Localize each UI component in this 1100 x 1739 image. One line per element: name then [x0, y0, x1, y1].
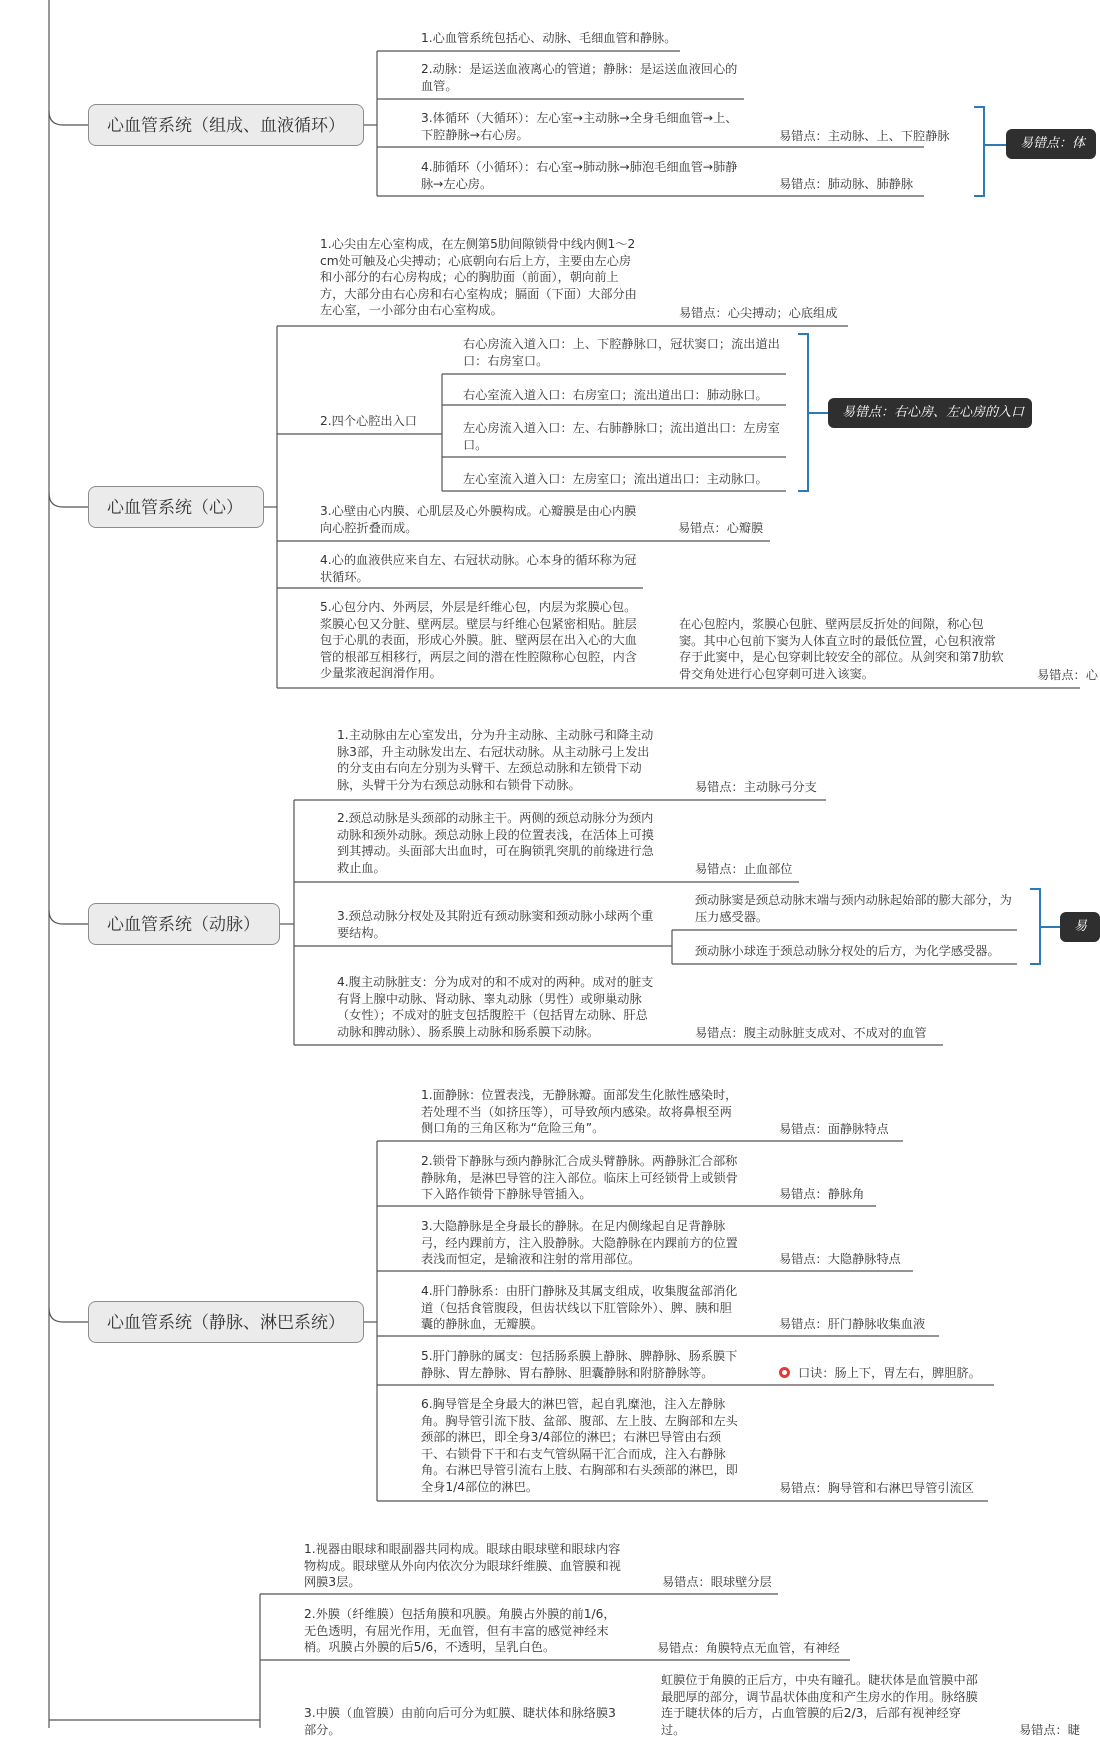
chamber-item-4: 左心室流入道入口：左房室口；流出道出口：主动脉口。 — [463, 472, 768, 486]
heart-item-pericardium: 5.心包分内、外两层，外层是纤维心包，内层为浆膜心包。浆膜心包又分脏、壁两层。壁层与纤维心包紧密相贴。脏层包于心肌的表面，形成心外膜。脏、壁两层在出入心的大血管的根部互相移行，两层之间的潜在性腔隙称心包腔，内含少量浆液起润滑作用。 — [320, 600, 637, 681]
node-artery[interactable]: 心血管系统（动脉） — [88, 903, 280, 945]
composition-item-2: 2.动脉：是运送血液离心的管道；静脉：是运送血液回心的血管。 — [421, 62, 738, 93]
eye-iris-note: 虹膜位于角膜的正后方，中央有瞳孔。睫状体是血管膜中部最肥厚的部分，调节晶状体曲度和产生房水的作用。脉络膜连于睫状体的后方，占血管膜的后2/3，后部有视神经穿过。 — [661, 1673, 978, 1737]
eye-item-3: 3.中膜（血管膜）由前向后可分为虹膜、睫状体和脉络膜3部分。 — [304, 1706, 616, 1737]
node-heart[interactable]: 心血管系统（心） — [88, 486, 264, 528]
vein-item-6: 6.胸导管是全身最大的淋巴管，起自乳糜池，注入左静脉角。胸导管引流下肢、盆部、腹部、左上肢、左胸部和左头颈部的淋巴，即全身3/4部位的淋巴；右淋巴导管由右颈干、右锁骨下干和右支气管纵隔干汇合而成，注入右静脉角。右淋巴导管引流右上肢、右胸部和右头颈部的淋巴，即全身1/4部位的淋巴。 — [421, 1397, 738, 1494]
composition-group-error: 易错点：体 — [1006, 129, 1096, 159]
vein-item-1: 1.面静脉：位置表浅，无静脉瓣。面部发生化脓性感染时，若处理不当（如挤压等），可导致颅内感染。故将鼻根至两侧口角的三角区称为“危险三角”。 — [421, 1088, 738, 1136]
heart-error-wall: 易错点：心瓣膜 — [678, 521, 764, 535]
artery-item-2: 2.颈总动脉是头颈部的动脉主干。两侧的颈总动脉分为颈内动脉和颈外动脉。颈总动脉上段的位置表浅，在活体上可摸到其搏动。头面部大出血时，可在胸锁乳突肌的前缘进行急救止血。 — [337, 811, 654, 875]
composition-item-3: 3.体循环（大循环）：左心室→主动脉→全身毛细血管→上、下腔静脉→右心房。 — [421, 111, 738, 142]
vein-error-4: 易错点：肝门静脉收集血液 — [779, 1317, 926, 1331]
composition-item-1: 1.心血管系统包括心、动脉、毛细血管和静脉。 — [421, 31, 677, 45]
node-vein[interactable]: 心血管系统（静脉、淋巴系统） — [88, 1301, 364, 1343]
eye-error-1: 易错点：眼球壁分层 — [662, 1575, 772, 1589]
vein-item-4: 4.肝门静脉系：由肝门静脉及其属支组成，收集腹盆部消化道（包括食管腹段，但齿状线以下肛管除外）、脾、胰和胆囊的静脉血，无瓣膜。 — [421, 1284, 738, 1332]
heart-item-supply: 4.心的血液供应来自左、右冠状动脉。心本身的循环称为冠状循环。 — [320, 553, 637, 584]
eye-error-2: 易错点：角膜特点无血管，有神经 — [657, 1641, 840, 1655]
node-composition[interactable]: 心血管系统（组成、血液循环） — [88, 104, 364, 146]
chamber-item-3: 左心房流入道入口：左、右肺静脉口；流出道出口：左房室口。 — [463, 421, 780, 452]
heart-error-sinus: 易错点：心 — [1037, 668, 1098, 682]
composition-error-pulmonary: 易错点：肺动脉、肺静脉 — [779, 177, 914, 191]
heart-item-apex: 1.心尖由左心室构成，在左侧第5肋间隙锁骨中线内侧1～2cm处可触及心尖搏动；心底朝向右后上方，主要由左心房和小部分的右心房构成；心的胸肋面（前面），朝向前上方，大部分由右心房和右心室构成；膈面（下面）大部分由左心室，一小部分由右心室构成。 — [320, 237, 637, 318]
spine-branch-3 — [49, 910, 88, 924]
eye-item-1: 1.视器由眼球和眼副器共同构成。眼球由眼球壁和眼球内容物构成。眼球壁从外向内依次分为眼球纤维膜、血管膜和视网膜3层。 — [304, 1542, 621, 1590]
artery-error-4: 易错点：腹主动脉脏支成对、不成对的血管 — [695, 1026, 927, 1040]
composition-item-4: 4.肺循环（小循环）：右心室→肺动脉→肺泡毛细血管→肺静脉→左心房。 — [421, 160, 738, 191]
eye-item-2: 2.外膜（纤维膜）包括角膜和巩膜。角膜占外膜的前1/6，无色透明，有屈光作用，无血管，但有丰富的感觉神经末梢。巩膜占外膜的后5/6，不透明，呈乳白色。 — [304, 1607, 616, 1655]
artery-error-2: 易错点：止血部位 — [695, 862, 793, 876]
s3-bracket — [1030, 889, 1060, 964]
eye-error-3: 易错点：睫 — [1019, 1723, 1080, 1737]
vein-error-2: 易错点：静脉角 — [779, 1187, 865, 1201]
vein-mnemonic-text: 口诀：肠上下，胃左右，脾胆脐。 — [798, 1366, 981, 1380]
artery-error-1: 易错点：主动脉弓分支 — [695, 780, 817, 794]
chamber-item-1: 右心房流入道入口：上、下腔静脉口，冠状窦口；流出道出口：右房室口。 — [463, 337, 780, 368]
vein-item-2: 2.锁骨下静脉与颈内静脉汇合成头臂静脉。两静脉汇合部称静脉角，是淋巴导管的注入部位。临床上可经锁骨上或锁骨下入路作锁骨下静脉导管插入。 — [421, 1154, 738, 1202]
chamber-item-2: 右心室流入道入口：右房室口；流出道出口：肺动脉口。 — [463, 388, 768, 402]
vein-error-1: 易错点：面静脉特点 — [779, 1122, 889, 1136]
spine-branch-2 — [49, 493, 88, 507]
pin-icon — [779, 1367, 790, 1378]
spine-branch-4 — [49, 1308, 88, 1322]
artery-item-4: 4.腹主动脉脏支：分为成对的和不成对的两种。成对的脏支有肾上腺中动脉、肾动脉、睾丸动脉（男性）或卵巢动脉（女性）；不成对的脏支包括腹腔干（包括胃左动脉、肝总动脉和脾动脉）、肠系膜上动脉和肠系膜下动脉。 — [337, 975, 654, 1039]
vein-item-5: 5.肝门静脉的属支：包括肠系膜上静脉、脾静脉、肠系膜下静脉、胃左静脉、胃右静脉、胆囊静脉和附脐静脉等。 — [421, 1349, 738, 1380]
s2-bracket — [798, 334, 828, 491]
heart-error-chambers: 易错点：右心房、左心房的入口 — [828, 398, 1032, 428]
heart-error-apex: 易错点：心尖搏动；心底组成 — [679, 306, 838, 320]
spine-branch-1 — [49, 111, 88, 125]
heart-item-wall: 3.心壁由心内膜、心肌层及心外膜构成。心瓣膜是由心内膜向心腔折叠而成。 — [320, 504, 637, 535]
vein-error-3: 易错点：大隐静脉特点 — [779, 1252, 901, 1266]
heart-sinus-note: 在心包腔内，浆膜心包脏、壁两层反折处的间隙，称心包窦。其中心包前下窦为人体直立时的最低位置，心包积液常存于此窦中，是心包穿刺比较安全的部位。从剑突和第7肋软骨交角处进行心包穿刺可进入该窦。 — [679, 617, 1004, 681]
artery-item-1: 1.主动脉由左心室发出，分为升主动脉、主动脉弓和降主动脉3部，升主动脉发出左、右冠状动脉。从主动脉弓上发出的分支由右向左分别为头臂干、左颈总动脉和左锁骨下动脉，头臂干分为右颈总动脉和右锁骨下动脉。 — [337, 728, 654, 792]
vein-error-6: 易错点：胸导管和右淋巴导管引流区 — [779, 1481, 974, 1495]
artery-group-error: 易 — [1060, 912, 1100, 942]
s1-bracket — [974, 107, 1006, 196]
carotid-item-2: 颈动脉小球连于颈总动脉分杈处的后方，为化学感受器。 — [695, 944, 1000, 958]
vein-item-3: 3.大隐静脉是全身最长的静脉。在足内侧缘起自足背静脉弓，经内踝前方，注入股静脉。大隐静脉在内踝前方的位置表浅而恒定，是输液和注射的常用部位。 — [421, 1219, 738, 1267]
heart-item-chambers: 2.四个心腔出入口 — [320, 414, 417, 428]
composition-error-systemic: 易错点：主动脉、上、下腔静脉 — [779, 129, 950, 143]
artery-item-3: 3.颈总动脉分杈处及其附近有颈动脉窦和颈动脉小球两个重要结构。 — [337, 909, 654, 940]
carotid-item-1: 颈动脉窦是颈总动脉末端与颈内动脉起始部的膨大部分，为压力感受器。 — [695, 893, 1012, 924]
vein-mnemonic — [779, 1365, 981, 1382]
